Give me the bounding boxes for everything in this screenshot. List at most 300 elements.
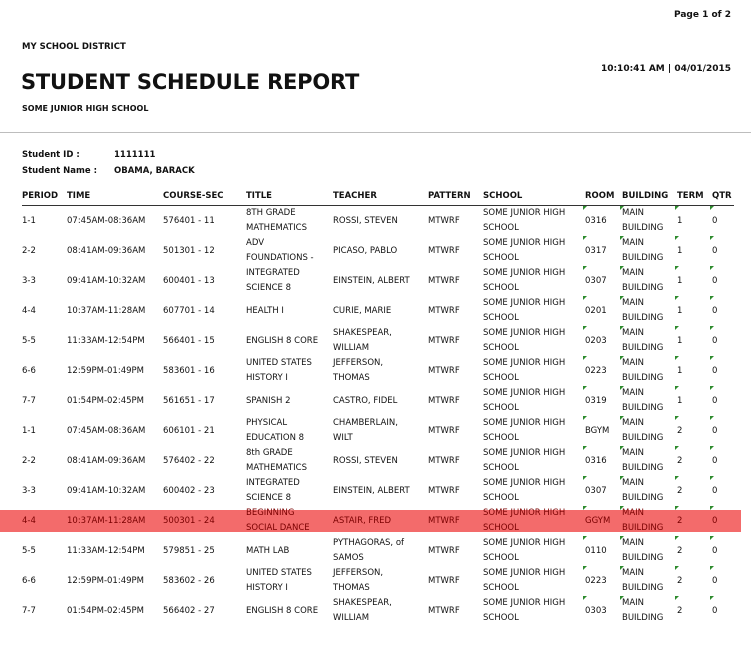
cell-time xyxy=(67,394,144,409)
cell-title-line: HISTORY I xyxy=(246,373,288,383)
table-row xyxy=(0,236,751,266)
cell-time-line: 01:54PM-02:45PM xyxy=(67,396,144,406)
cell-teacher-line: WILLIAM xyxy=(333,613,370,623)
cell-marker-icon xyxy=(583,296,587,300)
cell-room-line: 0307 xyxy=(585,486,607,496)
cell-school-line: SOME JUNIOR HIGH xyxy=(483,598,566,608)
cell-qtr xyxy=(712,274,717,289)
cell-school-line: SCHOOL xyxy=(483,583,519,593)
report-title: STUDENT SCHEDULE REPORT xyxy=(21,70,360,94)
cell-time-line: 01:54PM-02:45PM xyxy=(67,606,144,616)
cell-term xyxy=(677,364,682,379)
cell-course-sec-line: 566401 - 15 xyxy=(163,336,215,346)
table-row xyxy=(0,356,751,386)
student-id-label: Student ID : xyxy=(22,150,80,160)
cell-course-sec xyxy=(163,304,215,319)
cell-term-line: 1 xyxy=(677,276,683,286)
cell-building-line: BUILDING xyxy=(622,283,664,293)
cell-qtr xyxy=(712,514,717,529)
cell-term xyxy=(677,334,682,349)
cell-pattern-line: MTWRF xyxy=(428,396,460,406)
cell-course-sec-line: 576401 - 11 xyxy=(163,216,215,226)
cell-title xyxy=(246,506,310,536)
cell-teacher xyxy=(333,536,404,566)
col-header-teacher: TEACHER xyxy=(333,191,377,201)
cell-school-line: SOME JUNIOR HIGH xyxy=(483,358,566,368)
cell-term-line: 2 xyxy=(677,606,683,616)
cell-pattern xyxy=(428,304,460,319)
cell-term xyxy=(677,514,682,529)
cell-course-sec xyxy=(163,454,215,469)
cell-school-line: SCHOOL xyxy=(483,223,519,233)
cell-pattern-line: MTWRF xyxy=(428,336,460,346)
cell-teacher-line: CURIE, MARIE xyxy=(333,306,392,316)
cell-pattern-line: MTWRF xyxy=(428,576,460,586)
cell-term xyxy=(677,454,682,469)
cell-time-line: 09:41AM-10:32AM xyxy=(67,276,146,286)
cell-period-line: 4-4 xyxy=(22,306,36,316)
cell-term xyxy=(677,274,682,289)
cell-marker-icon xyxy=(620,296,624,300)
cell-room xyxy=(585,214,607,229)
cell-marker-icon xyxy=(675,236,679,240)
cell-qtr-line: 0 xyxy=(712,276,718,286)
cell-pattern xyxy=(428,544,460,559)
cell-time xyxy=(67,574,144,589)
cell-period xyxy=(22,274,36,289)
cell-period xyxy=(22,394,36,409)
cell-building-line: BUILDING xyxy=(622,343,664,353)
cell-building xyxy=(622,266,663,296)
cell-room xyxy=(585,544,607,559)
cell-teacher-line: EINSTEIN, ALBERT xyxy=(333,486,410,496)
cell-school xyxy=(483,386,565,416)
cell-period xyxy=(22,214,36,229)
cell-pattern-line: MTWRF xyxy=(428,516,460,526)
cell-teacher-line: JEFFERSON, xyxy=(333,358,384,368)
cell-room xyxy=(585,304,607,319)
student-id-value: 1111111 xyxy=(114,150,156,160)
col-header-title: TITLE xyxy=(246,191,272,201)
cell-school-line: SOME JUNIOR HIGH xyxy=(483,328,566,338)
cell-room-line: BGYM xyxy=(585,426,610,436)
cell-qtr-line: 0 xyxy=(712,366,718,376)
cell-pattern-line: MTWRF xyxy=(428,366,460,376)
cell-pattern-line: MTWRF xyxy=(428,426,460,436)
cell-title-line: MATH LAB xyxy=(246,546,290,556)
cell-time-line: 10:37AM-11:28AM xyxy=(67,516,146,526)
cell-time-line: 11:33AM-12:54PM xyxy=(67,546,145,556)
cell-marker-icon xyxy=(675,446,679,450)
cell-room-line: 0223 xyxy=(585,576,607,586)
cell-time-line: 08:41AM-09:36AM xyxy=(67,456,146,466)
cell-building-line: BUILDING xyxy=(622,613,664,623)
cell-building-line: BUILDING xyxy=(622,583,664,593)
cell-course-sec xyxy=(163,244,215,259)
cell-school-line: SCHOOL xyxy=(483,433,519,443)
cell-marker-icon xyxy=(583,506,587,510)
cell-room xyxy=(585,274,607,289)
cell-title-line: INTEGRATED xyxy=(246,478,300,488)
cell-time-line: 07:45AM-08:36AM xyxy=(67,426,146,436)
col-header-room: ROOM xyxy=(585,191,615,201)
cell-marker-icon xyxy=(620,536,624,540)
cell-marker-icon xyxy=(710,446,714,450)
cell-building-line: BUILDING xyxy=(622,463,664,473)
cell-marker-icon xyxy=(620,206,624,210)
cell-room-line: 0317 xyxy=(585,246,607,256)
cell-school-line: SCHOOL xyxy=(483,613,519,623)
cell-school-line: SOME JUNIOR HIGH xyxy=(483,538,566,548)
cell-period xyxy=(22,574,36,589)
cell-teacher-line: PYTHAGORAS, of xyxy=(333,538,405,548)
cell-marker-icon xyxy=(620,446,624,450)
cell-term-line: 1 xyxy=(677,366,683,376)
cell-building xyxy=(622,446,663,476)
cell-school-line: SOME JUNIOR HIGH xyxy=(483,508,566,518)
cell-school-line: SCHOOL xyxy=(483,253,519,263)
cell-period-line: 7-7 xyxy=(22,606,36,616)
cell-marker-icon xyxy=(620,476,624,480)
cell-building xyxy=(622,566,663,596)
cell-title-line: EDUCATION 8 xyxy=(246,433,305,443)
cell-school-line: SCHOOL xyxy=(483,283,519,293)
cell-course-sec xyxy=(163,364,215,379)
cell-marker-icon xyxy=(710,236,714,240)
col-header-qtr: QTR xyxy=(712,191,732,201)
cell-marker-icon xyxy=(675,386,679,390)
cell-qtr xyxy=(712,244,717,259)
cell-marker-icon xyxy=(583,356,587,360)
cell-school xyxy=(483,266,565,296)
cell-teacher xyxy=(333,596,392,626)
cell-teacher-line: ROSSI, STEVEN xyxy=(333,216,398,226)
cell-building-line: BUILDING xyxy=(622,313,664,323)
cell-time xyxy=(67,304,145,319)
col-header-building: BUILDING xyxy=(622,191,669,201)
cell-course-sec-line: 607701 - 14 xyxy=(163,306,215,316)
cell-building xyxy=(622,476,663,506)
cell-room-line: 0201 xyxy=(585,306,607,316)
cell-qtr-line: 0 xyxy=(712,426,718,436)
cell-building-line: MAIN xyxy=(622,268,645,278)
table-row xyxy=(0,326,751,356)
cell-time xyxy=(67,334,145,349)
cell-time xyxy=(67,604,144,619)
cell-marker-icon xyxy=(675,416,679,420)
cell-term xyxy=(677,394,682,409)
cell-marker-icon xyxy=(710,296,714,300)
cell-marker-icon xyxy=(583,446,587,450)
cell-marker-icon xyxy=(675,536,679,540)
table-row xyxy=(0,296,751,326)
cell-room-line: 0307 xyxy=(585,276,607,286)
cell-teacher xyxy=(333,454,398,469)
cell-title xyxy=(246,304,284,319)
cell-pattern-line: MTWRF xyxy=(428,216,460,226)
cell-building-line: BUILDING xyxy=(622,433,664,443)
cell-marker-icon xyxy=(710,386,714,390)
cell-period xyxy=(22,304,36,319)
cell-title xyxy=(246,394,291,409)
cell-pattern xyxy=(428,424,460,439)
cell-marker-icon xyxy=(583,236,587,240)
cell-course-sec-line: 500301 - 24 xyxy=(163,516,215,526)
cell-term xyxy=(677,544,682,559)
cell-building-line: BUILDING xyxy=(622,253,664,263)
cell-period-line: 3-3 xyxy=(22,486,36,496)
cell-course-sec-line: 600401 - 13 xyxy=(163,276,215,286)
cell-title xyxy=(246,236,314,266)
cell-marker-icon xyxy=(675,566,679,570)
cell-qtr-line: 0 xyxy=(712,606,718,616)
cell-marker-icon xyxy=(620,506,624,510)
cell-marker-icon xyxy=(710,476,714,480)
cell-marker-icon xyxy=(620,266,624,270)
cell-school-line: SOME JUNIOR HIGH xyxy=(483,208,566,218)
col-header-term: TERM xyxy=(677,191,704,201)
cell-time xyxy=(67,364,144,379)
cell-teacher xyxy=(333,274,410,289)
cell-school xyxy=(483,596,565,626)
cell-school xyxy=(483,356,565,386)
cell-school xyxy=(483,326,565,356)
cell-term-line: 1 xyxy=(677,246,683,256)
cell-course-sec xyxy=(163,484,215,499)
cell-teacher-line: WILLIAM xyxy=(333,343,370,353)
cell-title xyxy=(246,356,312,386)
cell-title xyxy=(246,566,312,596)
cell-marker-icon xyxy=(710,356,714,360)
table-row xyxy=(0,596,751,626)
cell-title-line: HEALTH I xyxy=(246,306,284,316)
cell-pattern xyxy=(428,364,460,379)
cell-period xyxy=(22,424,36,439)
cell-period xyxy=(22,604,36,619)
cell-room-line: 0319 xyxy=(585,396,607,406)
cell-marker-icon xyxy=(583,476,587,480)
cell-title xyxy=(246,604,318,619)
cell-title-line: ADV xyxy=(246,238,265,248)
cell-qtr-line: 0 xyxy=(712,216,718,226)
cell-term xyxy=(677,574,682,589)
cell-period-line: 2-2 xyxy=(22,456,36,466)
cell-room xyxy=(585,364,607,379)
cell-pattern-line: MTWRF xyxy=(428,276,460,286)
cell-period-line: 2-2 xyxy=(22,246,36,256)
header-divider xyxy=(0,132,751,133)
cell-time-line: 10:37AM-11:28AM xyxy=(67,306,146,316)
cell-school xyxy=(483,236,565,266)
cell-qtr xyxy=(712,544,717,559)
table-row xyxy=(0,536,751,566)
cell-marker-icon xyxy=(620,326,624,330)
cell-course-sec xyxy=(163,514,215,529)
cell-term-line: 1 xyxy=(677,216,683,226)
cell-period-line: 4-4 xyxy=(22,516,36,526)
cell-title-line: 8TH GRADE xyxy=(246,208,296,218)
cell-building-line: BUILDING xyxy=(622,553,664,563)
cell-marker-icon xyxy=(710,326,714,330)
cell-marker-icon xyxy=(675,356,679,360)
cell-title-line: SPANISH 2 xyxy=(246,396,291,406)
cell-school-line: SCHOOL xyxy=(483,343,519,353)
cell-title-line: BEGINNING xyxy=(246,508,295,518)
cell-time xyxy=(67,424,145,439)
cell-school xyxy=(483,536,565,566)
cell-marker-icon xyxy=(583,266,587,270)
cell-marker-icon xyxy=(710,506,714,510)
cell-title-line: SCIENCE 8 xyxy=(246,283,291,293)
cell-title xyxy=(246,206,307,236)
cell-building-line: MAIN xyxy=(622,598,645,608)
cell-title-line: SCIENCE 8 xyxy=(246,493,291,503)
cell-term xyxy=(677,604,682,619)
cell-room-line: 0303 xyxy=(585,606,607,616)
cell-teacher-line: SHAKESPEAR, xyxy=(333,598,392,608)
cell-marker-icon xyxy=(583,206,587,210)
cell-school-line: SCHOOL xyxy=(483,553,519,563)
cell-building xyxy=(622,236,663,266)
cell-building-line: MAIN xyxy=(622,478,645,488)
cell-teacher xyxy=(333,514,391,529)
cell-term xyxy=(677,214,682,229)
cell-title-line: MATHEMATICS xyxy=(246,463,307,473)
cell-school-line: SOME JUNIOR HIGH xyxy=(483,238,566,248)
cell-building xyxy=(622,596,663,626)
cell-time xyxy=(67,244,145,259)
cell-room xyxy=(585,334,607,349)
cell-school-line: SCHOOL xyxy=(483,523,519,533)
cell-term xyxy=(677,424,682,439)
cell-building xyxy=(622,326,663,356)
cell-course-sec-line: 583602 - 26 xyxy=(163,576,215,586)
cell-qtr xyxy=(712,304,717,319)
cell-time-line: 08:41AM-09:36AM xyxy=(67,246,146,256)
col-header-course-sec: COURSE-SEC xyxy=(163,191,224,201)
cell-time xyxy=(67,274,145,289)
cell-school xyxy=(483,506,565,536)
cell-building-line: BUILDING xyxy=(622,223,664,233)
cell-marker-icon xyxy=(583,386,587,390)
cell-course-sec-line: 579851 - 25 xyxy=(163,546,215,556)
cell-marker-icon xyxy=(675,296,679,300)
cell-room-line: 0223 xyxy=(585,366,607,376)
cell-course-sec xyxy=(163,214,215,229)
school-name: SOME JUNIOR HIGH SCHOOL xyxy=(22,104,149,113)
cell-pattern-line: MTWRF xyxy=(428,246,460,256)
cell-qtr-line: 0 xyxy=(712,546,718,556)
cell-term-line: 2 xyxy=(677,426,683,436)
cell-qtr xyxy=(712,364,717,379)
cell-term xyxy=(677,304,682,319)
cell-title xyxy=(246,334,318,349)
cell-time-line: 11:33AM-12:54PM xyxy=(67,336,145,346)
cell-course-sec xyxy=(163,574,215,589)
cell-title-line: UNITED STATES xyxy=(246,568,312,578)
cell-building-line: MAIN xyxy=(622,298,645,308)
table-row xyxy=(0,566,751,596)
cell-teacher-line: ROSSI, STEVEN xyxy=(333,456,398,466)
cell-school xyxy=(483,296,565,326)
cell-marker-icon xyxy=(620,386,624,390)
cell-teacher-line: CASTRO, FIDEL xyxy=(333,396,398,406)
cell-marker-icon xyxy=(620,356,624,360)
cell-teacher-line: SHAKESPEAR, xyxy=(333,328,392,338)
cell-period xyxy=(22,364,36,379)
cell-title xyxy=(246,446,307,476)
cell-course-sec-line: 583601 - 16 xyxy=(163,366,215,376)
cell-marker-icon xyxy=(675,326,679,330)
cell-marker-icon xyxy=(675,506,679,510)
cell-term-line: 1 xyxy=(677,336,683,346)
cell-pattern xyxy=(428,574,460,589)
cell-school-line: SCHOOL xyxy=(483,403,519,413)
cell-teacher-line: ASTAIR, FRED xyxy=(333,516,392,526)
student-name-value: OBAMA, BARACK xyxy=(114,166,195,176)
cell-period-line: 6-6 xyxy=(22,576,36,586)
cell-room xyxy=(585,484,607,499)
cell-room-line: 0110 xyxy=(585,546,607,556)
table-row xyxy=(0,206,751,236)
cell-school-line: SCHOOL xyxy=(483,373,519,383)
cell-marker-icon xyxy=(710,536,714,540)
cell-teacher-line: THOMAS xyxy=(333,373,370,383)
cell-qtr-line: 0 xyxy=(712,516,718,526)
cell-marker-icon xyxy=(620,416,624,420)
cell-qtr-line: 0 xyxy=(712,456,718,466)
cell-building-line: BUILDING xyxy=(622,523,664,533)
cell-title xyxy=(246,544,289,559)
cell-qtr-line: 0 xyxy=(712,336,718,346)
cell-building-line: MAIN xyxy=(622,208,645,218)
cell-teacher-line: WILT xyxy=(333,433,353,443)
cell-period xyxy=(22,484,36,499)
col-header-pattern: PATTERN xyxy=(428,191,471,201)
table-row xyxy=(0,416,751,446)
cell-course-sec-line: 566402 - 27 xyxy=(163,606,215,616)
cell-term-line: 2 xyxy=(677,516,683,526)
cell-course-sec-line: 576402 - 22 xyxy=(163,456,215,466)
cell-pattern-line: MTWRF xyxy=(428,546,460,556)
cell-pattern-line: MTWRF xyxy=(428,456,460,466)
cell-pattern-line: MTWRF xyxy=(428,606,460,616)
cell-school-line: SCHOOL xyxy=(483,313,519,323)
cell-course-sec-line: 561651 - 17 xyxy=(163,396,215,406)
cell-marker-icon xyxy=(583,326,587,330)
cell-school-line: SOME JUNIOR HIGH xyxy=(483,448,566,458)
cell-marker-icon xyxy=(675,266,679,270)
cell-time xyxy=(67,454,145,469)
col-header-period: PERIOD xyxy=(22,191,59,201)
cell-title xyxy=(246,476,300,506)
cell-building-line: MAIN xyxy=(622,568,645,578)
cell-title xyxy=(246,266,300,296)
cell-term-line: 1 xyxy=(677,396,683,406)
cell-building-line: MAIN xyxy=(622,448,645,458)
cell-marker-icon xyxy=(710,266,714,270)
cell-period-line: 1-1 xyxy=(22,426,36,436)
cell-building xyxy=(622,506,663,536)
cell-marker-icon xyxy=(583,566,587,570)
cell-qtr xyxy=(712,214,717,229)
cell-teacher xyxy=(333,304,391,319)
cell-period xyxy=(22,544,36,559)
cell-course-sec-line: 606101 - 21 xyxy=(163,426,215,436)
cell-time-line: 09:41AM-10:32AM xyxy=(67,486,146,496)
cell-building-line: BUILDING xyxy=(622,373,664,383)
cell-pattern xyxy=(428,244,460,259)
